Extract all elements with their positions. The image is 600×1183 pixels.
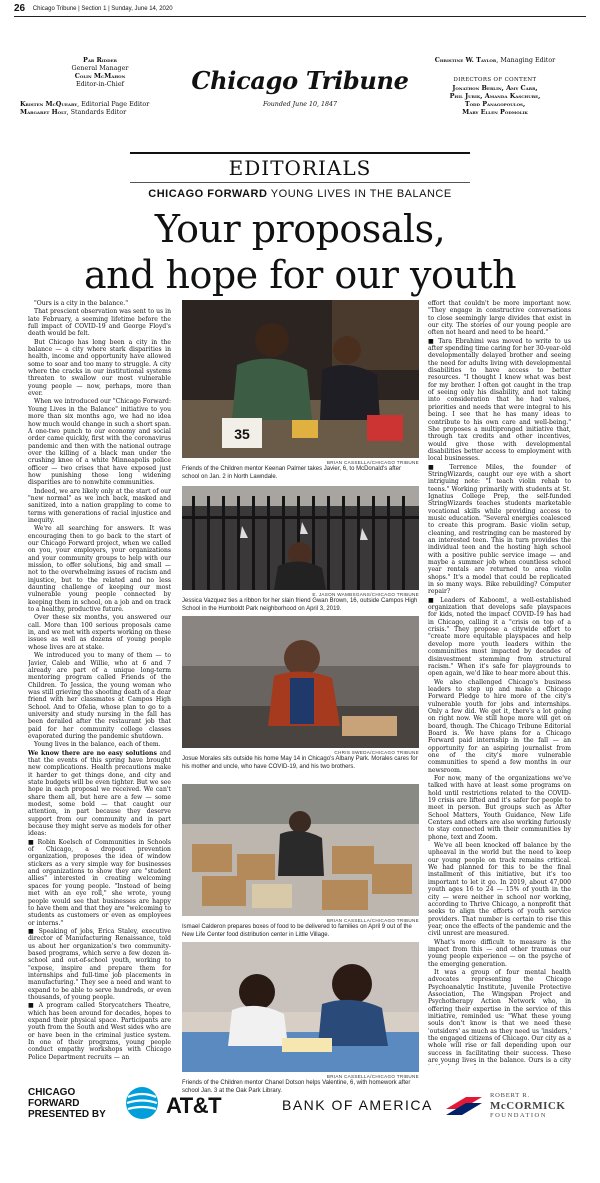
paragraph: We introduced you to many of them — to Javier, Caleb and Willie, who at 6 and 7 already are part of a unique long-term mentoring program called Friends of the Children. To Jessica, the young woman who was still grieving the shooting death of a dear friend with her classmates at Campos High School. And to Ofelia, whose plan to go to a university and study nursing in the fall has been derailed after the restaurant job that paid for her community college classes evaporated during the pandemic shutdown. — [28, 652, 171, 740]
headline-line: and hope for our youth — [83, 253, 517, 297]
staff-title: Editor-in-Chief — [76, 80, 124, 88]
staff-name: Margaret Holt — [20, 108, 67, 116]
paragraph: Over these six months, you answered our call. More than 100 serious proposals came in, and we met with experts working on these issues as well as dozens of young people whose lives are at stake. — [28, 614, 171, 651]
table-number: 35 — [234, 426, 250, 442]
bank-of-america-logo: BANK OF AMERICA — [282, 1097, 433, 1113]
paragraph: We're all searching for answers. It was encouraging then to go back to the start of our Chicago Forward project, when we called on you, your employers, your organizations and your community groups to help with our mission, to offer solutions, big and small — not to the overwhelming issues of racism and injustice, but to the related and no less daunting challenge of keeping our most vulnerable young people connected by keeping them in school, on a job and on track to a healthy, productive future. — [28, 525, 171, 614]
paragraph: ■ Robin Koelsch of Communities in Schools of Chicago, a dropout prevention organization, proposes the idea of window stickers as a very simple way for businesses and organizations to show they are "student allies" interested in creating welcoming spaces for young people. "Instead of being met with an eye roll," she wrote, young people would see that businesses are happy to have them and that they are "welcoming to students as customers or even as employees or interns." — [28, 838, 171, 927]
photo-josue-morales — [182, 616, 419, 748]
kicker-rest: YOUNG LIVES IN THE BALANCE — [267, 188, 452, 200]
paragraph: We also challenged Chicago's business leaders to step up and make a Chicago Forward Pledge to hire more of the city's vulnerable youth for jobs and internships. Only a few did. We get it, there's a lot going on right now. We still hope more will get on board, though. The Chicago Tribune Editorial Board is. We have plans for a Chicago Forward paid internship in the fall — an opportunity for an aspiring journalist from one of the city's more vulnerable communities to spend a few months in our newsroom. — [428, 678, 571, 774]
section-title: EDITORIALS — [228, 156, 372, 180]
staff-name: Colin McMahon — [74, 72, 126, 80]
staff-name: Christine W. Taylor — [434, 56, 497, 64]
headline — [0, 206, 600, 298]
photo-credit: CHRIS SWEDA/CHICAGO TRIBUNE — [334, 750, 419, 755]
chicago-forward-label: CHICAGO FORWARD PRESENTED BY — [28, 1087, 106, 1120]
page-number: 26 — [14, 3, 26, 14]
photo-credit: E. JASON WAMBSGANS/CHICAGO TRIBUNE — [312, 592, 419, 597]
founded-date: Founded June 10, 1847 — [262, 101, 338, 108]
photo-caption: Ismael Calderon prepares boxes of food to be delivered to families on April 9 out of the New Life Center food distribution center in Little Village. — [182, 924, 412, 938]
paragraph: Young lives in the balance, each of them. — [34, 741, 161, 749]
photo-credit: BRIAN CASSELLA/CHICAGO TRIBUNE — [326, 1074, 419, 1079]
att-logo: AT&T — [166, 1093, 222, 1118]
paragraph: ■ Terrence Miles, the founder of StringWizards, caught our eye with a short intriguing note: "I teach violin rehab to teens." Working primarily with students at St. Ignatius College Prep, the self-funded StringWizards teaches students marketable vocational skills while providing access to music education. "Several energies coalesced to create this program. Basic violin setup, cleaning, and restringing can be mastered by an interested teen. This in turn provides the individual teen and the hosting high school with a positive public service image — and maybe a summer job when countless school year rentals are returned to area violin shops." It's a model that could be replicated in so many ways. Bike rebuilding? Computer repair? — [428, 463, 571, 596]
paragraph: Indeed, we are likely only at the start of our "new normal" as we inch back, masked and sanitized, into a nation grappling to come to terms with generations of racial injustice and inequity. — [28, 487, 171, 524]
paragraph: What's more difficult to measure is the impact from this — and other traumas our young people experience — on the psyche of the emerging generation. — [428, 938, 571, 968]
staff-title: General Manager — [71, 64, 129, 72]
photo-credit: BRIAN CASSELLA/CHICAGO TRIBUNE — [326, 918, 419, 923]
staff-title: , Standards Editor — [66, 108, 127, 116]
director-names: Jonathon Berlin, Amy Carr, — [452, 84, 538, 92]
att-globe-icon — [124, 1085, 160, 1121]
paragraph: ■ Leaders of Kaboom!, a well-established organization that develops safe playspaces for kids, noted the impact COVID-19 has had in Chicago, calling it a "crisis on top of a crisis." They propose a citywide effort to "create more equitable playspaces and help develop more youth leaders within the communities most impacted by decades of disinvestment stemming from structural racism." When it's safe for playgrounds to open again, we'd like to hear more about this. — [428, 596, 571, 678]
photo-mcdonalds — [182, 300, 419, 458]
right-column — [428, 300, 571, 1065]
paragraph: effort that couldn't be more important now. "They engage in constructive conversations to close seemingly large divides that exist in our city. The stories of our young people are often not heard and need to be heard." — [428, 300, 571, 337]
bank-of-america-flag-icon — [444, 1095, 484, 1115]
photo-credit: BRIAN CASSELLA/CHICAGO TRIBUNE — [326, 460, 419, 465]
subhead: We know there are no easy solutions — [28, 749, 157, 757]
page-header-text: Chicago Tribune | Section 1 | Sunday, June 14, 2020 — [32, 6, 173, 13]
masthead — [20, 44, 580, 134]
photo-caption: Jessica Vazquez ties a ribbon for her slain friend Gwan Brown, 16, outside Campos High School in the Humboldt Park neighborhood on April 3, 2019. — [182, 598, 418, 612]
staff-name: Kristen McQueary — [20, 100, 78, 108]
paragraph: "Ours is a city in the balance." — [34, 300, 129, 307]
paragraph: ■ A program called Storycatchers Theatre, which has been around for decades, hopes to expand their physical space. Participants are youth from the South and West sides who are or have been in the criminal justice system. In one of their programs, young people conduct empathy workshops with Chicago Police Department recruits — an — [28, 1002, 171, 1061]
paragraph: That prescient observation was sent to us in late February, a seeming lifetime before the full impact of COVID-19 and George Floyd's death would be felt. — [28, 308, 171, 338]
director-names: Todd Panagopoulos, — [464, 100, 526, 108]
newspaper-logo: Chicago Tribune — [191, 66, 409, 95]
masthead-left — [20, 56, 180, 116]
masthead-center — [190, 66, 410, 108]
masthead-right — [410, 56, 580, 116]
sponsor-bar — [28, 1085, 580, 1133]
paragraph: We've all been knocked off balance by the upheaval in the world but the need to keep our young people on track remains critical. We had planned for this to be the final installment of this initiative, but it's too important to let it go. In 2019, about 47,000 youth ages 16 to 24 — 15% of youth in the city — were neither in school nor working, according to Thrive Chicago, a nonprofit that seeks to align the efforts of youth service providers. That number is certain to rise this year, once the effects of the pandemic and the civil unrest are measured. — [428, 842, 571, 938]
mccormick-foundation-logo: ROBERT R. McCORMICK FOUNDATION — [490, 1092, 566, 1119]
paragraph: ■ Speaking of jobs, Erica Staley, executive director of Manufacturing Renaissance, told us about her organization's two community-based programs, which serve a few dozen in-school and out-of-school youth, working to "expose, inspire and prepare them for internships and full-time job placements in manufacturing." They see a need and want to expand to be able to serve hundreds, or even thousands, of young people. — [28, 927, 171, 1001]
paragraph: It was a group of four mental health advocates representing the Chicago Psychoanalytic Institute, Juvenile Protective Association, The Wingspan Project and Psychotherapy Action Network who, in offering their expertise in the service of this initiative, reminded us: "What these young souls don't know is that we need these 'outsiders' as much as they need us 'insiders,' the engaged citizens of Chicago. Our city as a whole will rise or fall depending upon our success in facilitating their success. These are young lives in the balance. Ours is a city — [428, 968, 571, 1065]
left-column — [28, 300, 171, 1065]
paragraph: ■ Tara Ebrahimi was moved to write to us after spending time caring for her 30-year-old developmentally delayed brother and seeing the need for adults living with developmental disabilities to have access to better resources. "I thought I knew what was best for my brother. I often got caught in the trap of seeing only his disability, and not taking into consideration that he had values, priorities and needs that were integral to his being. I see that he has many ideas to contribute to his own care and well-being." She proposes a multipronged initiative that, through tax credits and other incentives, would give those with developmental disabilities better access to employment with local businesses. — [428, 337, 571, 463]
kicker-bold: CHICAGO FORWARD — [148, 188, 268, 200]
staff-title: , Editorial Page Editor — [77, 100, 150, 108]
paragraph: We know there are no easy solutions and that the events of this spring have brought new complications. Health precautions make it harder to get things done, and city and state budgets will be even tighter. But we see hope in each proposal we received. We can't share them all, but here are a few — some modest, some bold — that caught our attention, in part because they deserve support from our community and in part because they might serve as models for other ideas: — [28, 749, 171, 838]
directors-title: DIRECTORS OF CONTENT — [453, 77, 537, 83]
photo-homework — [182, 942, 419, 1072]
paragraph: But Chicago has long been a city in the balance — a city where stark disparities in health, income and opportunity have allowed some to soar and too many to struggle. A city where the cracks in our institutional systems threaten to swallow our most vulnerable young people — now, perhaps, more than ever. — [28, 338, 171, 398]
staff-name: Par Ridder — [83, 56, 117, 64]
photo-caption: Friends of the Children mentor Chanel Dotson helps Valentine, 6, with homework after school Jan. 3 at the Oak Park Library. — [182, 1080, 411, 1094]
section-rule-thin — [130, 182, 470, 183]
paragraph: When we introduced our "Chicago Forward: Young Lives in the Balance" initiative to you more than six months ago, we had no idea how much would change in such a short span. A one-two punch to our economy and social order came quickly, first with the coronavirus pandemic and then with the national outrage over the killing of a black man under the crushing knee of a white Minneapolis police officer — two crises that have exposed just how punishing those long widening disparities are to nonwhite communities. — [28, 398, 171, 487]
staff-title: , Managing Editor — [496, 56, 556, 64]
photo-fence-ribbon — [182, 486, 419, 590]
section-rule — [130, 152, 470, 154]
director-names: Phil Jurik, Amanda Kaschube, — [449, 92, 541, 100]
paragraph: For now, many of the organizations we've talked with have at least some programs on hold until restrictions related to the COVID-19 crisis are lifted and it's safer for people to meet in person. But groups such as After School Matters, Youth Guidance, New Life Centers and others are also working furiously to stay connected with their communities by phone, text and Zoom. — [428, 775, 571, 841]
photo-food-boxes — [182, 784, 419, 916]
photo-caption: Friends of the Children mentor Keenan Palmer takes Javier, 6, to McDonald's after school on Jan. 2 in North Lawndale. — [182, 466, 401, 480]
headline-line: Your proposals, — [154, 207, 446, 251]
photo-caption: Josue Morales sits outside his home May 14 in Chicago's Albany Park. Morales cares for his mother and uncle, who have COVID-19, and his two brothers. — [182, 756, 418, 770]
kicker — [0, 188, 600, 200]
page-header — [14, 3, 586, 17]
director-names: Mary Ellen Podmolik — [462, 108, 528, 116]
